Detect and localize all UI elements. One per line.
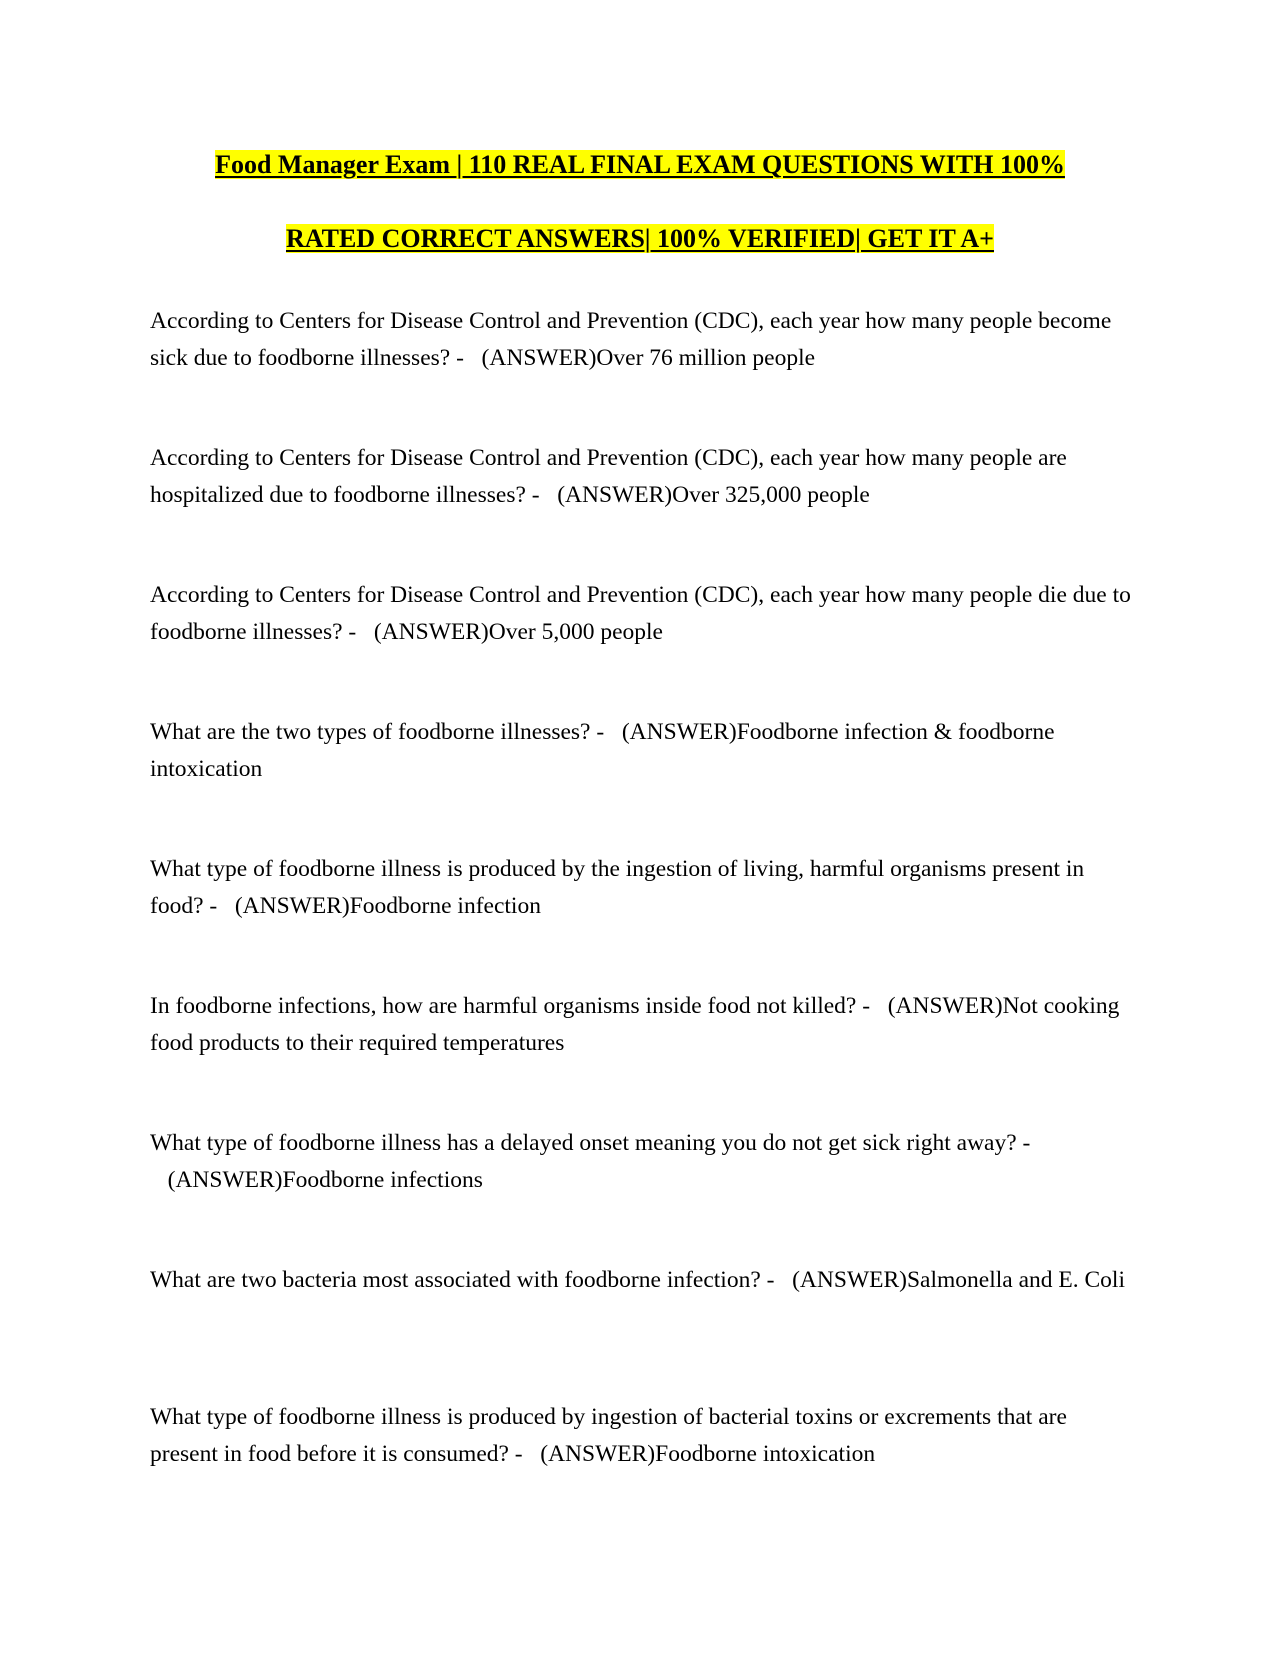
qa-item-2 [150,440,1140,577]
title-line-1-text: Food Manager Exam | 110 REAL FINAL EXAM QUESTIONS WITH 100% [215,150,1065,179]
title-line-2 [0,222,1280,296]
question-text: What type of foodborne illness is produced by the ingestion of living, harmful organisms present in food? - [150,856,1085,919]
question-text: What are two bacteria most associated with foodborne infection? - [150,1267,775,1293]
answer-text: (ANSWER)Over 325,000 people [557,482,870,508]
question-text: According to Centers for Disease Control and Prevention (CDC), each year how many people die due to foodborne illnesses? - [150,582,1131,645]
qa-item-5 [150,851,1140,988]
answer-text: (ANSWER)Foodborne infections [167,1167,483,1193]
answer-text: (ANSWER)Foodborne infection [234,893,541,919]
question-text: According to Centers for Disease Control and Prevention (CDC), each year how many people become sick due to foodborne illnesses? - [150,308,1112,371]
qa-item-3 [150,577,1140,714]
qa-item-9 [150,1399,1140,1536]
answer-text: (ANSWER)Over 5,000 people [373,619,663,645]
qa-item-8 [150,1262,1140,1399]
question-text: What are the two types of foodborne illnesses? - [150,719,605,745]
question-text: What type of foodborne illness is produced by ingestion of bacterial toxins or excrements that are present in food before it is consumed? - [150,1404,1067,1467]
qa-item-7 [150,1125,1140,1262]
answer-text: (ANSWER)Not cooking food products to their required temperatures [150,993,1120,1056]
answer-text: (ANSWER)Over 76 million people [481,345,816,371]
document-title [0,148,1280,296]
title-line-2-text: RATED CORRECT ANSWERS| 100% VERIFIED| GET IT A+ [286,224,994,253]
question-text: According to Centers for Disease Control and Prevention (CDC), each year how many people are hospitalized due to foodborne illnesses? - [150,445,1067,508]
qa-item-4 [150,714,1140,851]
question-answer-list [150,303,1140,1536]
qa-item-6 [150,988,1140,1125]
question-text: In foodborne infections, how are harmful organisms inside food not killed? - [150,993,871,1019]
answer-text: (ANSWER)Foodborne intoxication [540,1441,876,1467]
answer-text: (ANSWER)Foodborne infection & foodborne intoxication [150,719,1055,782]
qa-item-1 [150,303,1140,440]
question-text: What type of foodborne illness has a delayed onset meaning you do not get sick right away? - [150,1130,1031,1156]
answer-text: (ANSWER)Salmonella and E. Coli [792,1267,1125,1293]
title-line-1 [0,148,1280,222]
